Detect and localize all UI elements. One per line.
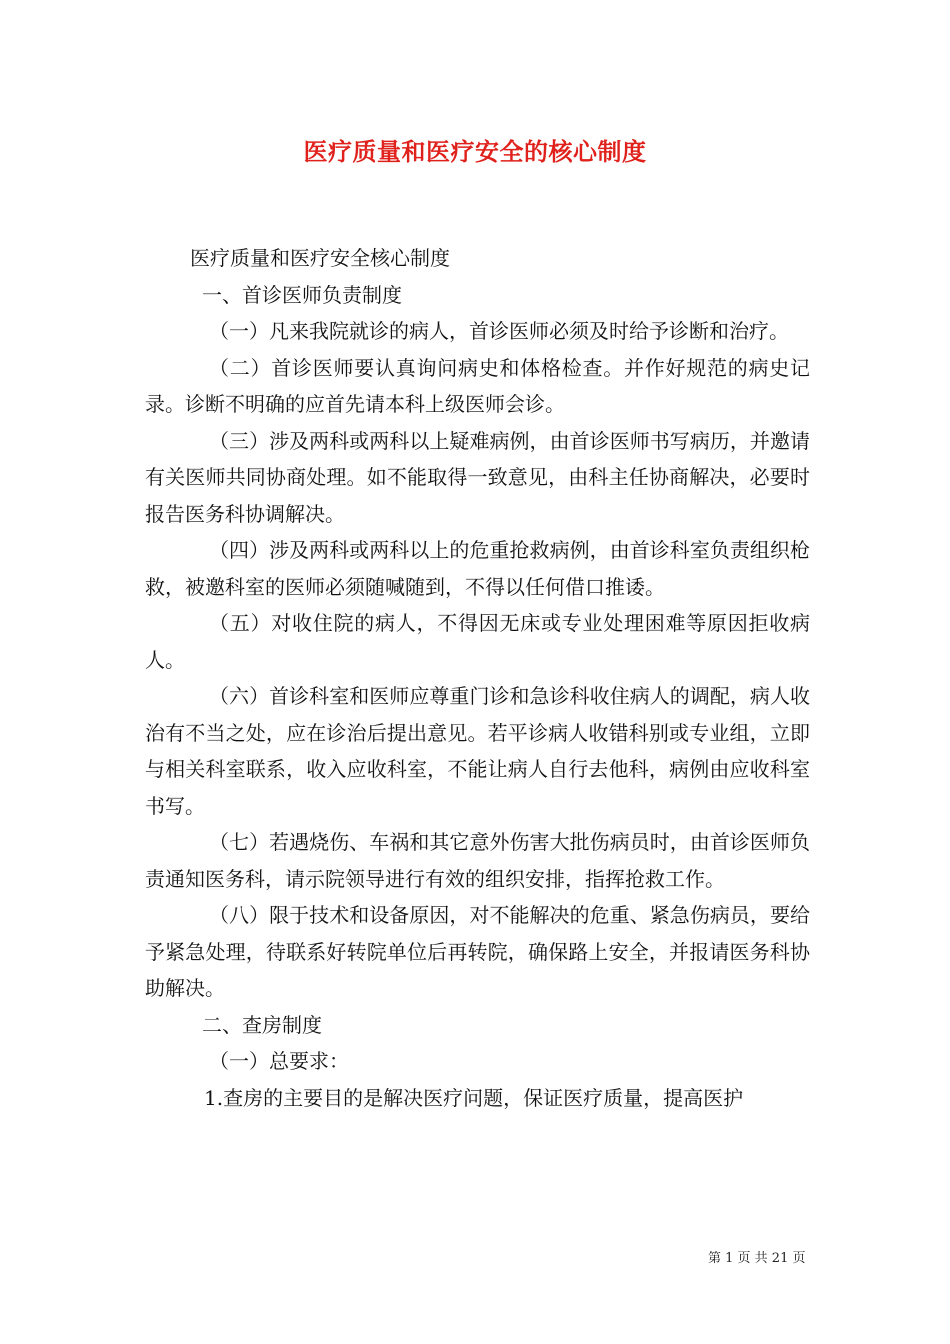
document-subtitle: 医疗质量和医疗安全核心制度 [190,246,450,270]
section-heading: 二、查房制度 [202,1012,322,1037]
paragraph: （二）首诊医师要认真询问病史和体格检查。并作好规范的病史记录。诊断不明确的应首先请本科上级医师会诊。 [145,355,810,416]
paragraph: （八）限于技术和设备原因，对不能解决的危重、紧急伤病员，要给予紧急处理，待联系好转院单位后再转院，确保路上安全，并报请医务科协助解决。 [145,903,810,1000]
paragraph: （五）对收住院的病人，不得因无床或专业处理困难等原因拒收病人。 [145,611,810,672]
section-heading: 一、首诊医师负责制度 [202,282,402,307]
list-item: 1.查房的主要目的是解决医疗问题，保证医疗质量，提高医护 [204,1085,744,1110]
page-number: 第 1 页 共 21 页 [708,1251,806,1266]
paragraph: （六）首诊科室和医师应尊重门诊和急诊科收住病人的调配，病人收治有不当之处，应在诊治后提出意见。若平诊病人收错科别或专业组，立即与相关科室联系，收入应收科室，不能让病人自行去他科，病例由应收科室书写。 [145,684,810,818]
paragraph: （三）涉及两科或两科以上疑难病例，由首诊医师书写病历，并邀请有关医师共同协商处理。如不能取得一致意见，由科主任协商解决，必要时报告医务科协调解决。 [145,428,810,526]
paragraph: （四）涉及两科或两科以上的危重抢救病例，由首诊科室负责组织枪救，被邀科室的医师必须随喊随到，不得以任何借口推诿。 [145,538,810,599]
paragraph: （一）凡来我院就诊的病人，首诊医师必须及时给予诊断和治疗。 [209,319,789,343]
sub-heading: （一）总要求： [209,1049,349,1073]
document-body [145,240,810,1116]
paragraph: （七）若遇烧伤、车祸和其它意外伤害大批伤病员时，由首诊医师负责通知医务科，请示院领导进行有效的组织安排，指挥抢救工作。 [145,830,810,891]
document-title: 医疗质量和医疗安全的核心制度 [303,137,647,166]
